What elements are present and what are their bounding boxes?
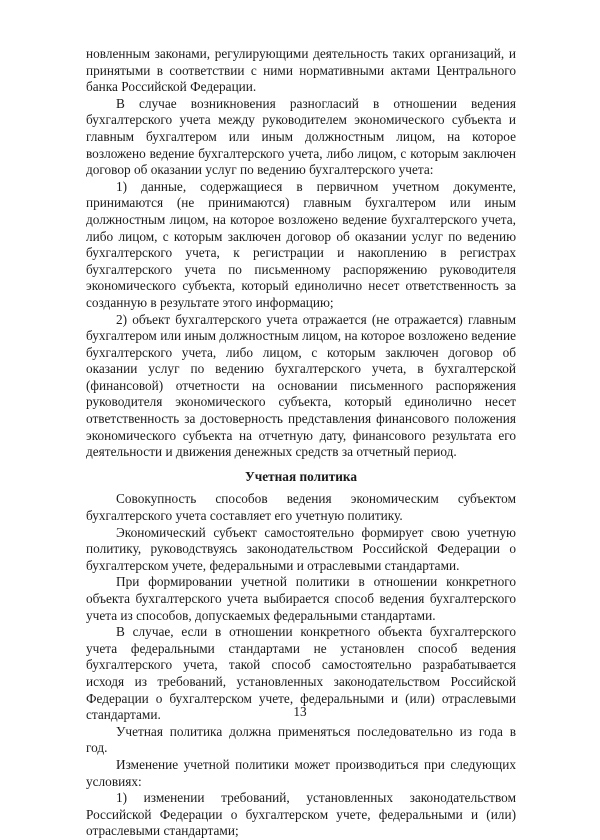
document-page <box>86 46 516 840</box>
paragraph-continuation: новленным законами, регулирующими деятельность таких организаций, и принятыми в соответствии с ними нормативными актами Центрального банка Российской Федерации. <box>86 46 516 95</box>
page-number: 13 <box>293 704 307 719</box>
paragraph-policy-definition: Совокупность способов ведения экономическим субъектом бухгалтерского учета составляет его учетную политику. <box>86 491 516 524</box>
paragraph-item-2-accounting-object: 2) объект бухгалтерского учета отражается (не отражается) главным бухгалтером или иным должностным лицом, на которое возложено ведение бухгалтерского учета, либо лицом, с которым заключен договор об оказании услуг по ведению бухгалтерского учета, в бухгалтерской (финансовой) отчетности на основании письменного распоряжения руководителя экономического субъекта, который единолично несет ответственность за достоверность представления финансового положения экономического субъекта на отчетную дату, финансового результата его деятельности и движения денежных средств за отчетный период. <box>86 311 516 460</box>
paragraph-method-selection: При формировании учетной политики в отношении конкретного объекта бухгалтерского учета выбирается способ ведения бухгалтерского учета из способов, допускаемых федеральными стандартами. <box>86 574 516 623</box>
paragraph-change-condition-1: 1) изменении требований, установленных законодательством Российской Федерации о бухгалтерском учете, федеральными и (или) отраслевыми стандартами; <box>86 790 516 839</box>
paragraph-policy-formation: Экономический субъект самостоятельно формирует свою учетную политику, руководствуясь законодательством Российской Федерации о бухгалтерском учете, федеральными и отраслевыми стандартами. <box>86 524 516 573</box>
paragraph-change-conditions: Изменение учетной политики может производиться при следующих условиях: <box>86 756 516 789</box>
paragraph-method-development: В случае, если в отношении конкретного объекта бухгалтерского учета федеральными стандартами не установлен способ ведения бухгалтерского учета, такой способ самостоятельно разрабатывается исходя из требований, установленных законодательством Российской Федерации о бухгалтерском учете, федеральными и (или) отраслевыми стандартами. <box>86 624 516 723</box>
paragraph-consistency: Учетная политика должна применяться последовательно из года в год. <box>86 723 516 756</box>
section-heading-accounting-policy: Учетная политика <box>244 468 358 484</box>
paragraph-disagreements-intro: В случае возникновения разногласий в отношении ведения бухгалтерского учета между руководителем экономического субъекта и главным бухгалтером или иным должностным лицом, на которое возложено ведение бухгалтерского учета, либо лицом, с которым заключен договор об оказании услуг по ведению бухгалтерского учета: <box>86 95 516 178</box>
paragraph-item-1-primary-document: 1) данные, содержащиеся в первичном учетном документе, принимаются (не принимаются) главным бухгалтером или иным должностным лицом, на которое возложено ведение бухгалтерского учета, либо лицом, с которым заключен договор об оказании услуг по ведению бухгалтерского учета, к регистрации и накоплению в регистрах бухгалтерского учета по письменному распоряжению руководителя экономического субъекта, который единолично несет ответственность за созданную в результате этого информацию; <box>86 178 516 310</box>
